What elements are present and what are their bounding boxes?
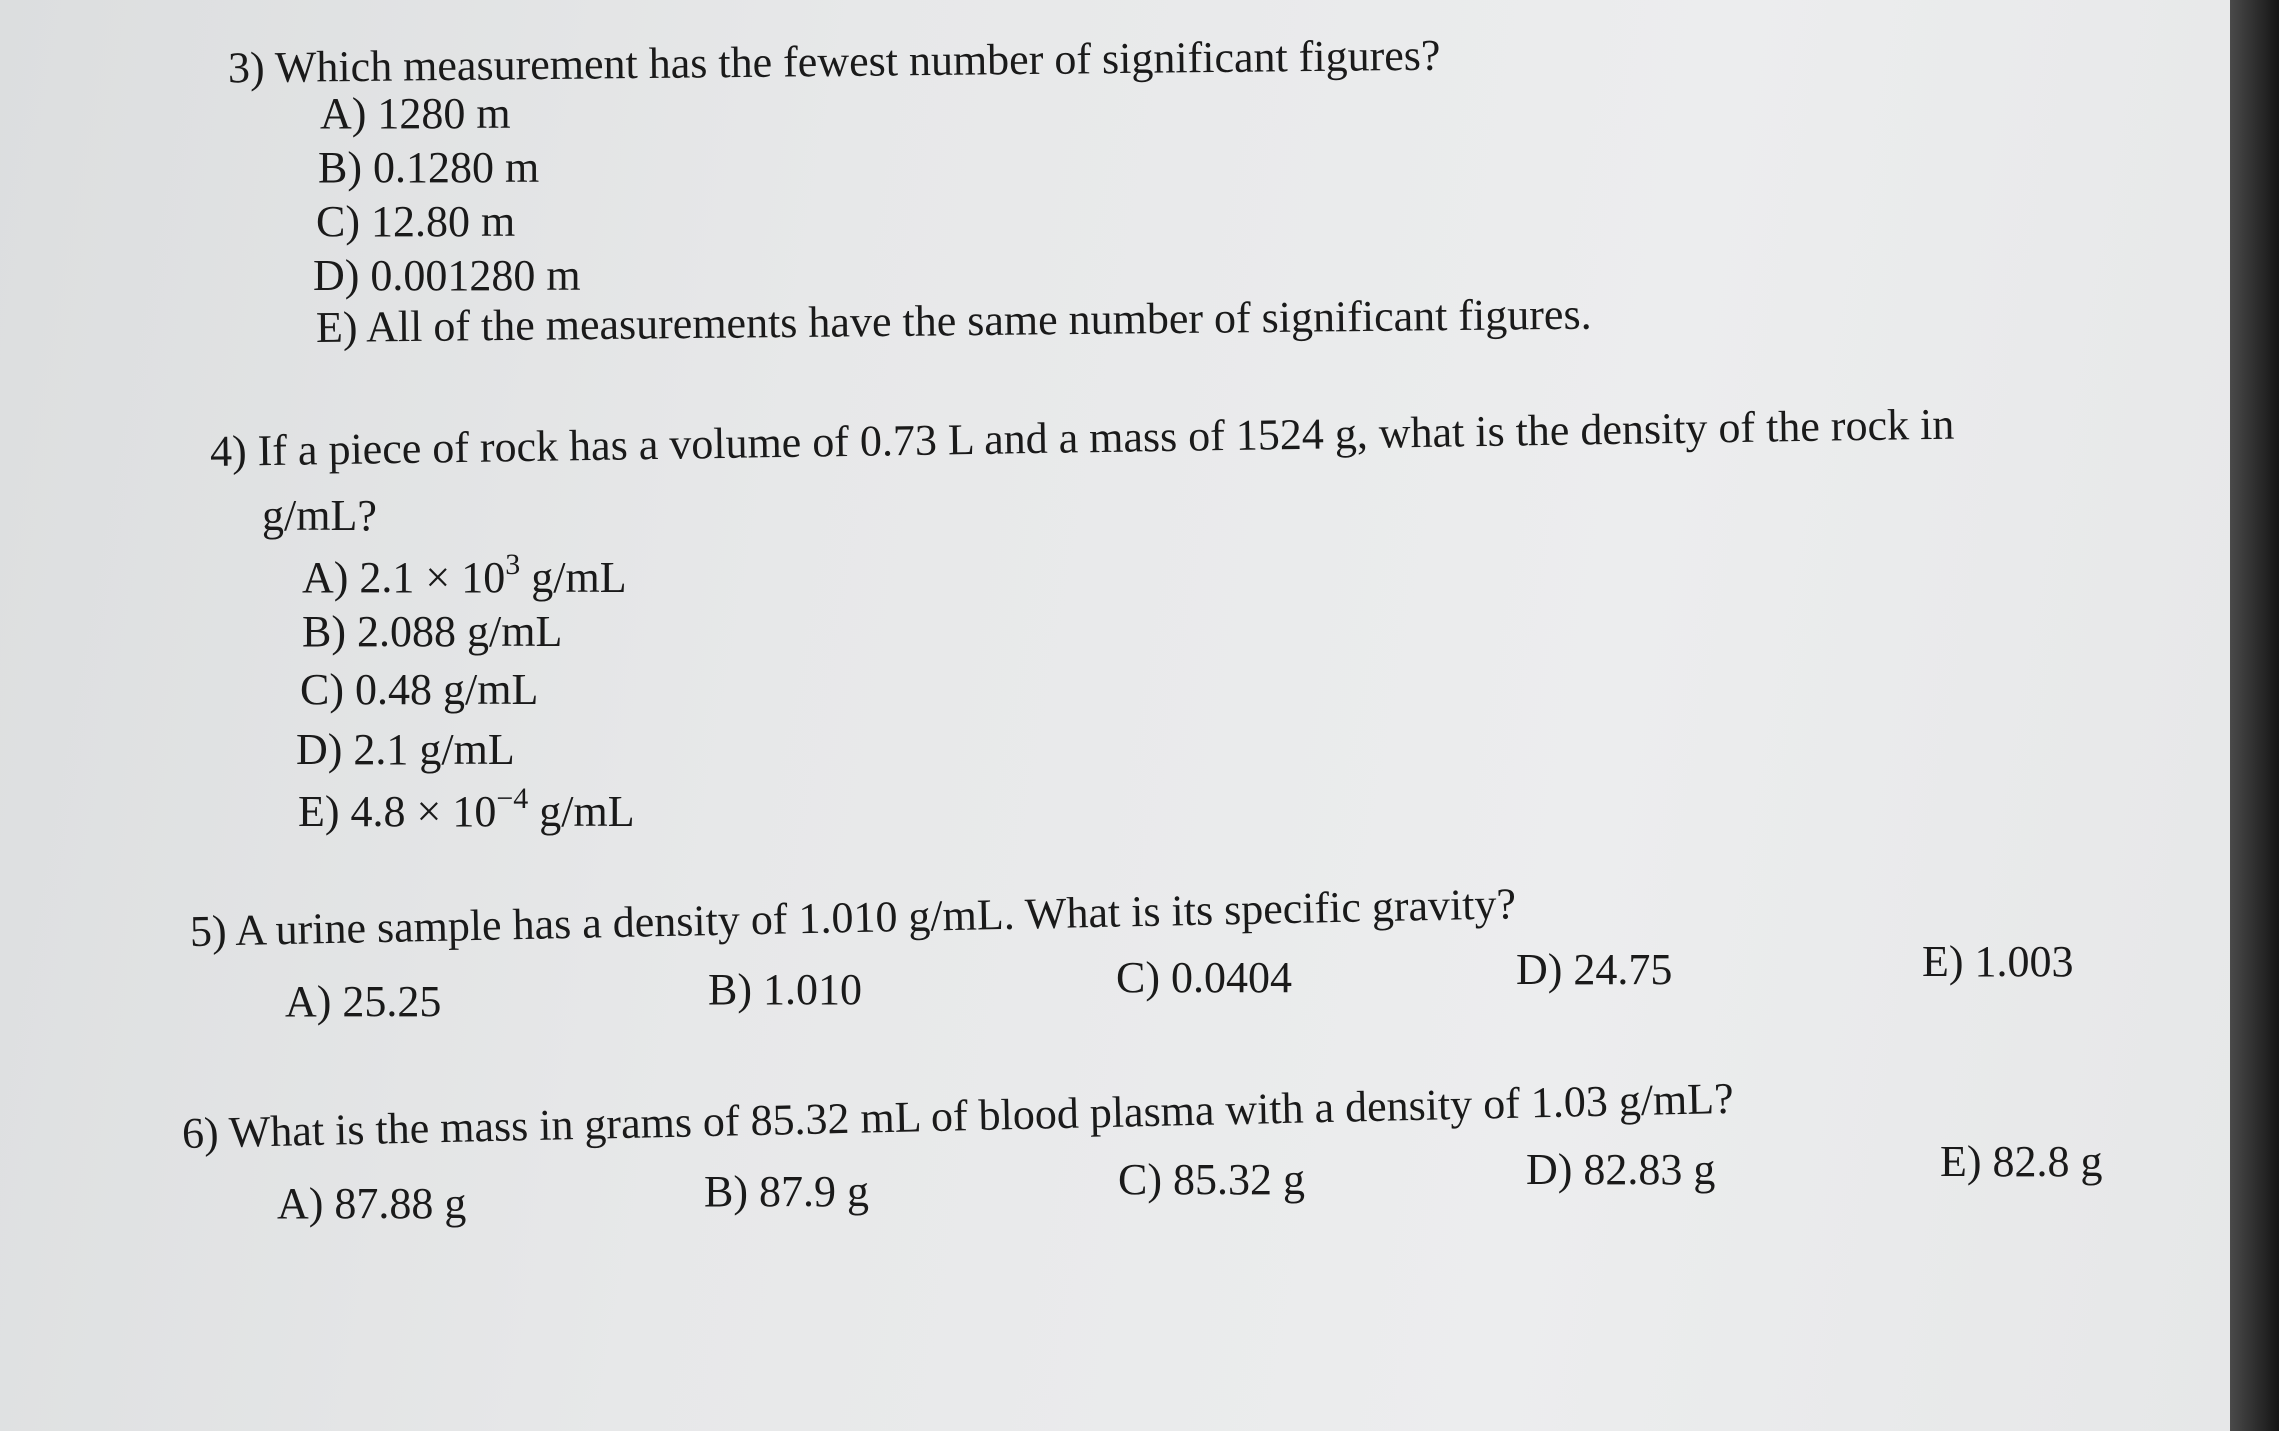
q5-stem: 5) A urine sample has a density of 1.010 g/mL. What is its specific gravity?: [189, 879, 1517, 956]
q4-option-e-exponent: −4: [496, 782, 529, 815]
q6-stem: 6) What is the mass in grams of 85.32 mL of blood plasma with a density of 1.03 g/mL?: [181, 1073, 1735, 1158]
q4-option-b: B) 2.088 g/mL: [302, 607, 563, 656]
q4-option-a-base: A) 2.1 × 10: [302, 553, 506, 602]
q4-option-a-exponent: 3: [505, 548, 521, 581]
q4-option-c: C) 0.48 g/mL: [300, 665, 539, 714]
q4-option-e: [298, 784, 635, 834]
q6-option-b: B) 87.9 g: [704, 1167, 869, 1216]
q6-option-c: C) 85.32 g: [1118, 1155, 1305, 1204]
q3-option-e: E) All of the measurements have the same number of significant figures.: [315, 289, 1592, 352]
q5-option-c: C) 0.0404: [1116, 953, 1292, 1002]
q6-option-a: A) 87.88 g: [277, 1179, 467, 1228]
q5-option-a: A) 25.25: [285, 977, 442, 1026]
q4-stem-line2: g/mL?: [262, 491, 377, 540]
q3-stem: 3) Which measurement has the fewest number of significant figures?: [227, 30, 1441, 93]
q6-option-d: D) 82.83 g: [1526, 1145, 1716, 1194]
page-edge-shadow: [2230, 0, 2279, 1431]
q3-option-b: B) 0.1280 m: [318, 143, 540, 192]
q3-option-d: D) 0.001280 m: [313, 251, 581, 300]
q3-option-c: C) 12.80 m: [316, 197, 516, 246]
q4-option-e-base: E) 4.8 × 10: [298, 787, 497, 836]
q5-option-b: B) 1.010: [708, 965, 862, 1014]
q3-option-a: A) 1280 m: [320, 89, 511, 138]
q4-option-a-unit: g/mL: [520, 553, 627, 602]
q4-option-d: D) 2.1 g/mL: [296, 725, 515, 774]
q4-option-e-unit: g/mL: [528, 787, 635, 836]
q6-option-e: E) 82.8 g: [1940, 1137, 2103, 1186]
q4-stem-line1: 4) If a piece of rock has a volume of 0.73 L and a mass of 1524 g, what is the density of the rock in: [209, 399, 1955, 476]
q4-option-a: [302, 550, 627, 600]
q5-option-e: E) 1.003: [1922, 937, 2074, 986]
q5-option-d: D) 24.75: [1516, 945, 1673, 994]
